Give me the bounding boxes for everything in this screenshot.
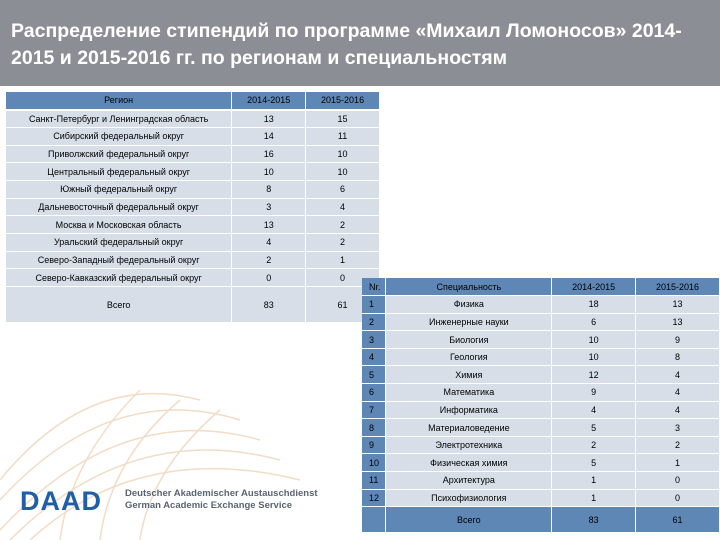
row-number: 4 [362, 348, 386, 366]
total-2014-2015: 83 [232, 287, 306, 323]
table-row [362, 472, 720, 490]
value-2015-2016: 0 [636, 489, 720, 507]
specialty-name: Информатика [386, 401, 552, 419]
specialty-name: Инженерные науки [386, 313, 552, 331]
page-title: Распределение стипендий по программе «Михаил Ломоносов» 2014-2015 и 2015-2016 гг. по регионам и специальностям [11, 20, 682, 69]
header-2015-2016: 2015-2016 [306, 92, 380, 110]
row-number: 12 [362, 489, 386, 507]
value-2014-2015: 4 [232, 234, 306, 252]
value-2014-2015: 13 [232, 216, 306, 234]
specialty-table-header [362, 278, 720, 296]
row-number: 9 [362, 436, 386, 454]
value-2014-2015: 8 [232, 180, 306, 198]
value-2014-2015: 3 [232, 198, 306, 216]
row-number: 3 [362, 331, 386, 349]
value-2014-2015: 12 [552, 366, 636, 384]
table-row [362, 401, 720, 419]
logo-line-de: Deutscher Akademischer Austauschdienst [125, 488, 318, 499]
value-2015-2016: 10 [306, 163, 380, 181]
specialty-name: Материаловедение [386, 419, 552, 437]
value-2014-2015: 5 [552, 419, 636, 437]
region-name: Дальневосточный федеральный округ [6, 198, 232, 216]
header-region: Регион [6, 92, 232, 110]
value-2015-2016: 4 [306, 198, 380, 216]
specialty-name: Физика [386, 296, 552, 314]
table-row [6, 269, 380, 287]
table-row [6, 110, 380, 128]
table-row [6, 198, 380, 216]
value-2015-2016: 8 [636, 348, 720, 366]
header-2014-2015: 2014-2015 [552, 278, 636, 296]
row-number: 5 [362, 366, 386, 384]
value-2014-2015: 2 [232, 251, 306, 269]
value-2015-2016: 1 [636, 454, 720, 472]
specialty-name: Математика [386, 384, 552, 402]
logo-line-en: German Academic Exchange Service [125, 500, 293, 511]
value-2015-2016: 0 [306, 269, 380, 287]
value-2015-2016: 13 [636, 296, 720, 314]
specialty-name: Биология [386, 331, 552, 349]
table-row [6, 180, 380, 198]
region-name: Северо-Кавказский федеральный округ [6, 269, 232, 287]
logo-subtitle [125, 488, 318, 512]
specialty-name: Химия [386, 366, 552, 384]
region-name: Сибирский федеральный округ [6, 127, 232, 145]
table-row [362, 313, 720, 331]
region-name: Москва и Московская область [6, 216, 232, 234]
header-nr: Nr. [362, 278, 386, 296]
specialty-name: Физическая химия [386, 454, 552, 472]
specialty-name: Психофизиология [386, 489, 552, 507]
value-2014-2015: 10 [552, 348, 636, 366]
value-2015-2016: 10 [306, 145, 380, 163]
value-2015-2016: 2 [636, 436, 720, 454]
header-specialty: Специальность [386, 278, 552, 296]
value-2015-2016: 2 [306, 216, 380, 234]
total-2014-2015: 83 [552, 507, 636, 533]
row-number: 10 [362, 454, 386, 472]
table-row [362, 331, 720, 349]
total-2015-2016: 61 [306, 287, 380, 323]
value-2014-2015: 1 [552, 489, 636, 507]
value-2015-2016: 3 [636, 419, 720, 437]
total-nr-blank [362, 507, 386, 533]
region-name: Санкт-Петербург и Ленинградская область [6, 110, 232, 128]
value-2014-2015: 5 [552, 454, 636, 472]
region-name: Северо-Западный федеральный округ [6, 251, 232, 269]
specialty-total-row [362, 507, 720, 533]
title-banner [0, 0, 720, 86]
total-label: Всего [386, 507, 552, 533]
specialty-name: Архитектура [386, 472, 552, 490]
table-row [362, 384, 720, 402]
table-row [362, 454, 720, 472]
header-2015-2016: 2015-2016 [636, 278, 720, 296]
value-2014-2015: 10 [552, 331, 636, 349]
value-2015-2016: 6 [306, 180, 380, 198]
value-2014-2015: 10 [232, 163, 306, 181]
table-row [6, 251, 380, 269]
value-2015-2016: 1 [306, 251, 380, 269]
region-name: Южный федеральный округ [6, 180, 232, 198]
table-row [362, 419, 720, 437]
total-label: Всего [6, 287, 232, 323]
table-row [362, 489, 720, 507]
row-number: 2 [362, 313, 386, 331]
value-2014-2015: 16 [232, 145, 306, 163]
region-name: Приволжский федеральный округ [6, 145, 232, 163]
table-row [362, 436, 720, 454]
value-2014-2015: 18 [552, 296, 636, 314]
table-row [6, 127, 380, 145]
table-row [6, 234, 380, 252]
row-number: 6 [362, 384, 386, 402]
value-2015-2016: 2 [306, 234, 380, 252]
region-total-row [6, 287, 380, 323]
region-table [6, 92, 380, 323]
row-number: 1 [362, 296, 386, 314]
region-name: Центральный федеральный округ [6, 163, 232, 181]
value-2015-2016: 9 [636, 331, 720, 349]
value-2014-2015: 14 [232, 127, 306, 145]
value-2015-2016: 0 [636, 472, 720, 490]
value-2015-2016: 13 [636, 313, 720, 331]
value-2014-2015: 2 [552, 436, 636, 454]
table-row [362, 366, 720, 384]
value-2014-2015: 9 [552, 384, 636, 402]
daad-logo [20, 482, 360, 522]
row-number: 11 [362, 472, 386, 490]
value-2014-2015: 4 [552, 401, 636, 419]
value-2014-2015: 1 [552, 472, 636, 490]
table-row [6, 163, 380, 181]
specialty-table [362, 278, 720, 533]
value-2014-2015: 13 [232, 110, 306, 128]
region-name: Уральский федеральный округ [6, 234, 232, 252]
specialty-name: Геология [386, 348, 552, 366]
table-row [6, 145, 380, 163]
specialty-name: Электротехника [386, 436, 552, 454]
header-2014-2015: 2014-2015 [232, 92, 306, 110]
value-2014-2015: 0 [232, 269, 306, 287]
value-2015-2016: 4 [636, 366, 720, 384]
value-2015-2016: 11 [306, 127, 380, 145]
value-2015-2016: 4 [636, 401, 720, 419]
table-row [362, 296, 720, 314]
row-number: 8 [362, 419, 386, 437]
logo-wordmark: DAAD [20, 486, 102, 516]
row-number: 7 [362, 401, 386, 419]
value-2015-2016: 4 [636, 384, 720, 402]
table-row [6, 216, 380, 234]
region-table-header [6, 92, 380, 110]
table-row [362, 348, 720, 366]
value-2014-2015: 6 [552, 313, 636, 331]
value-2015-2016: 15 [306, 110, 380, 128]
total-2015-2016: 61 [636, 507, 720, 533]
